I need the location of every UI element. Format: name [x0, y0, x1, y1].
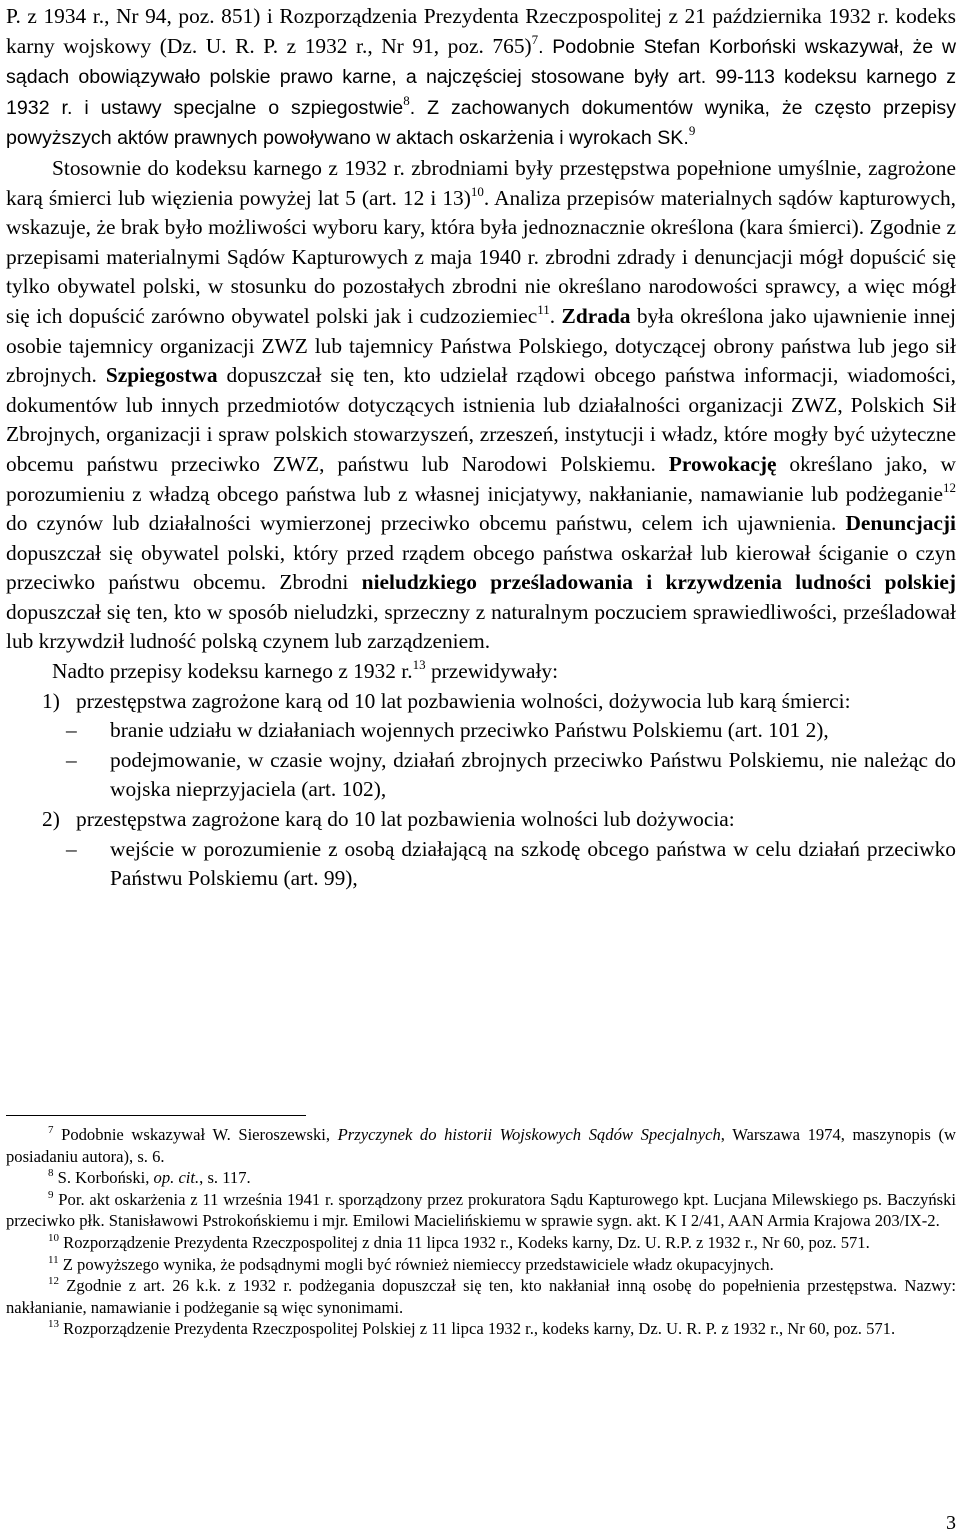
- dash-marker: –: [66, 747, 77, 772]
- term-zdrada: Zdrada: [561, 303, 631, 328]
- list-item-text: przestępstwa zagrożone karą od 10 lat pozbawienia wolności, dożywocia lub karą śmierci:: [76, 688, 851, 713]
- footnote-text: Z powyższego wynika, że podsądnymi mogli być również niemieccy przedstawiciele władz okupacyjnych.: [58, 1254, 774, 1274]
- dash-marker: –: [66, 718, 77, 743]
- list-number: 2): [42, 807, 60, 832]
- footnote-number: 9: [48, 1188, 54, 1201]
- text-run: . Z zachowanych dokumentów wynika, że często przepisy powyższych aktów prawnych powoływano w aktach oskarżenia i wyrokach SK.: [6, 96, 956, 150]
- term-denuncjacja: Denuncjacji: [845, 511, 956, 536]
- footnote-number: 11: [48, 1253, 59, 1266]
- text-run: . Podobnie Stefan Korboński wskazywał, że w sądach obowiązywało polskie prawo karne, a najczęściej stosowane były art. 99-113 kodeksu karnego z 1932 r. i ustawy specjalne o szpiegostwie: [6, 35, 956, 119]
- text-run: dopuszczał się ten, kto w sposób nieludzki, sprzeczny z naturalnym poczuciem sprawiedliwości, prześladował lub krzywdził ludność polską czynem lub zarządzeniem.: [6, 599, 956, 654]
- text-run: . Analiza przepisów materialnych sądów kapturowych, wskazuje, że brak było możliwości wyboru kary, która była jednoznacznie określona (kara śmierci). Zgodnie z przepisami materialnymi Sądów Kapturowych z maja 1940 r. zbrodni zdrady i denuncjacji mógł dopuścić się tylko obywatel polski, w stosunku do pozostałych zbrodni nie określano narodowości sprawcy, a więc mógł się ich dopuścić zarówno obywatel polski jak i cudzoziemiec: [6, 185, 956, 328]
- list-number: 1): [42, 688, 60, 713]
- footnote-10: [6, 1232, 956, 1254]
- footnote-text: Zgodnie z art. 26 k.k. z 1932 r. podżegania dopuszczał się ten, kto nakłaniał inną osobę do popełnienia przestępstwa. Nazwy: nakłanianie, namawianie i podżeganie są więc synonimami.: [6, 1276, 956, 1317]
- footnote-ref-10: 10: [470, 183, 484, 199]
- text-run: Nadto przepisy kodeksu karnego z 1932 r.: [52, 659, 413, 684]
- dash-item: [6, 746, 956, 805]
- dash-item: [6, 835, 956, 894]
- text-run: dopuszczał się obywatel polski, który przed rządem obcego państwa oskarżał lub kierował ściganie o czyn przeciwko państwu obcemu. Zbrodni: [6, 540, 956, 595]
- footnote-12: [6, 1275, 956, 1318]
- footnote-ref-8: 8: [403, 92, 410, 108]
- footnotes: [6, 1124, 956, 1340]
- footnote-separator: [6, 1115, 306, 1116]
- footnote-9: [6, 1189, 956, 1232]
- footnote-ref-12: 12: [943, 479, 956, 495]
- paragraph-2: [6, 154, 956, 657]
- term-prowokacja: Prowokację: [668, 451, 777, 476]
- footnote-number: 8: [48, 1167, 54, 1180]
- footnote-number: 12: [48, 1275, 59, 1288]
- footnote-7: [6, 1124, 956, 1167]
- footnote-text: , Warszawa 1974, maszynopis (w posiadaniu autora), s. 6.: [6, 1125, 956, 1166]
- text-run: do czynów lub działalności wymierzonej przeciwko obcemu państwu, celem ich ujawnienia.: [6, 511, 846, 536]
- footnote-text: Podobnie wskazywał W. Sieroszewski,: [53, 1125, 338, 1144]
- text-run: dopuszczał się ten, kto udzielał rządowi obcego państwa informacji, wiadomości, dokumentów lub innych przedmiotów dotyczących istnienia lub działalności organizacji ZWZ, Polskich Sił Zbrojnych, organizacji i spraw polskich stowarzyszeń, zrzeszeń, instytucji i władz, które mogły być użyteczne obcemu państwu przeciwko ZWZ, państwu lub Narodowi Polskiemu.: [6, 363, 956, 476]
- dash-item-text: wejście w porozumienie z osobą działającą na szkodę obcego państwa w celu działań przeciwko Państwu Polskiemu (art. 99),: [110, 836, 956, 891]
- footnote-text: S. Korboński,: [53, 1168, 154, 1188]
- list-item: [6, 805, 956, 835]
- footnote-title: Przyczynek do historii Wojskowych Sądów Specjalnych: [337, 1125, 721, 1144]
- page-number: 3: [946, 1512, 956, 1534]
- footnote-text: , s. 117.: [199, 1168, 251, 1188]
- footnote-text: Por. akt oskarżenia z 11 września 1941 r. sporządzony przez prokuratora Sądu Kapturowego kpt. Lucjana Milewskiego ps. Baczyński przeciwko płk. Stanisławowi Pstrokońskiemu i mjr. Emilowi Macielińskiemu w sprawie sygn. akt. K I 2/41, AAN Armia Krajowa 203/IX-2.: [6, 1189, 956, 1231]
- list-item-text: przestępstwa zagrożone karą do 10 lat pozbawienia wolności lub dożywocia:: [76, 807, 735, 832]
- text-run: przewidywały:: [425, 659, 559, 684]
- term-szpiegostwo: Szpiegostwa: [105, 363, 218, 388]
- dash-marker: –: [66, 836, 77, 861]
- paragraph-3: [6, 657, 956, 687]
- dash-item: [6, 716, 956, 746]
- main-text: [6, 2, 956, 894]
- text-run: .: [549, 303, 562, 328]
- footnote-text: Rozporządzenie Prezydenta Rzeczpospolitej z dnia 11 lipca 1932 r., Kodeks karny, Dz. U. R.P. z 1932 r., Nr 60, poz. 571.: [59, 1232, 870, 1252]
- dash-item-text: branie udziału w działaniach wojennych przeciwko Państwu Polskiemu (art. 101 2),: [110, 718, 829, 743]
- footnote-8: [6, 1167, 956, 1189]
- footnote-ref-11: 11: [537, 301, 550, 317]
- footnote-11: [6, 1254, 956, 1276]
- footnote-text: Rozporządzenie Prezydenta Rzeczpospolitej Polskiej z 11 lipca 1932 r., kodeks karny, Dz. U. R. P. z 1932 r., Nr 60, poz. 571.: [59, 1319, 896, 1339]
- footnote-13: [6, 1318, 956, 1340]
- text-run: P. z 1934 r., Nr 94, poz. 851) i Rozporządzenia Prezydenta Rzeczpospolitej z 21 października 1932 r. kodeks karny wojskowy (Dz. U. R. P. z 1932 r., Nr 91, poz. 765): [6, 4, 956, 58]
- footnote-title: op. cit.: [153, 1168, 200, 1188]
- text-run: Stosownie do kodeksu karnego z 1932 r. zbrodniami były przestępstwa popełnione umyślnie, zagrożone karą śmierci lub więzienia powyżej lat 5 (art. 12 i 13): [6, 155, 956, 210]
- text-run: była określona jako ujawnienie innej osobie tajemnicy organizacji ZWZ lub tajemnicy Państwa Polskiego, dotyczącej obrony państwa lub jego sił zbrojnych.: [6, 303, 956, 388]
- footnote-ref-13: 13: [412, 657, 426, 673]
- footnote-ref-7: 7: [531, 31, 539, 47]
- footnote-number: 13: [48, 1318, 59, 1331]
- numbered-list: [6, 687, 956, 894]
- term-nieludzkie-przesladowanie: nieludzkiego prześladowania i krzywdzenia ludności polskiej: [361, 570, 957, 595]
- text-run: określano jako, w porozumieniu z władzą obcego państwa lub z własnej inicjatywy, nakłanianie, namawianie lub podżeganie: [6, 451, 956, 506]
- paragraph-1: [6, 2, 956, 154]
- list-item: [6, 687, 956, 717]
- footnote-ref-9: 9: [688, 123, 696, 139]
- footnote-number: 7: [48, 1124, 54, 1136]
- footnote-number: 10: [48, 1231, 59, 1244]
- dash-item-text: podejmowanie, w czasie wojny, działań zbrojnych przeciwko Państwu Polskiemu, nie należąc do wojska nieprzyjaciela (art. 102),: [110, 747, 956, 802]
